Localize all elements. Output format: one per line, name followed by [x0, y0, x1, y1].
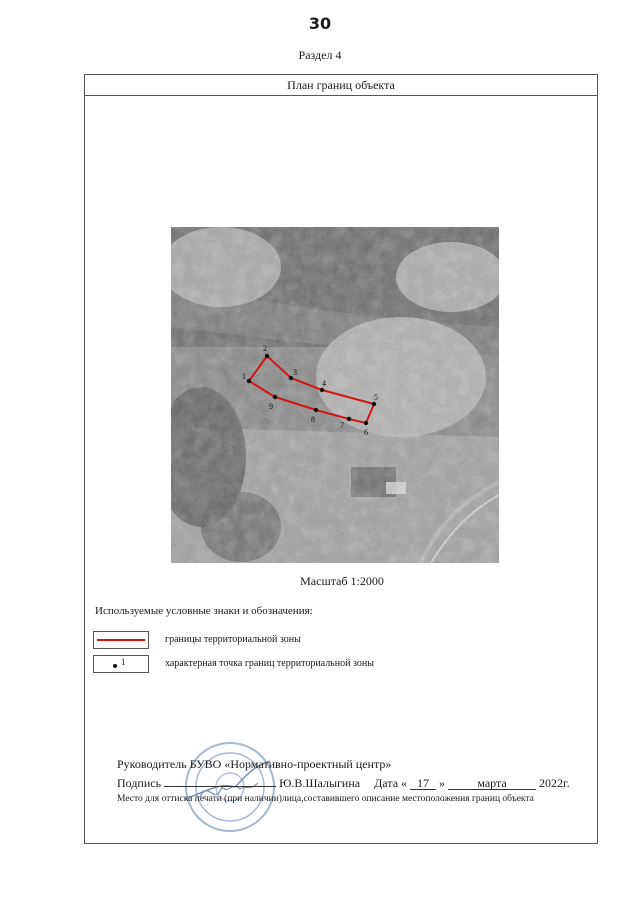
boundary-point-label: 9: [269, 402, 273, 411]
map-scale: Масштаб 1:2000: [300, 574, 384, 588]
legend-symbol-boundary: [93, 631, 149, 649]
boundary-point-label: 3: [293, 368, 297, 377]
legend-dot: [113, 664, 117, 668]
boundary-point-label: 1: [242, 372, 246, 381]
boundary-point: [372, 402, 376, 406]
boundary-point-label: 4: [322, 379, 326, 388]
boundary-point-label: 6: [364, 428, 368, 437]
signer-name: Ю.В.Шалыгина: [279, 776, 361, 790]
boundary-point: [347, 417, 351, 421]
boundary-point-label: 5: [374, 393, 378, 402]
date-month: марта: [448, 776, 536, 790]
boundary-point-label: 2: [263, 344, 267, 353]
signature-line: [117, 773, 570, 791]
boundary-point-label: 7: [340, 421, 344, 430]
boundary-point: [320, 388, 324, 392]
page-number: 30: [308, 14, 332, 33]
date-year: 2022г.: [539, 776, 570, 790]
legend-symbol-point: [93, 655, 149, 673]
legend-heading: Используемые условные знаки и обозначения:: [95, 605, 313, 617]
grain: [171, 227, 499, 563]
legend-line: [97, 639, 145, 641]
date-quote-close: »: [439, 776, 446, 790]
legend-text-point: характерная точка границ территориальной зоны: [165, 658, 374, 669]
frame-title: План границ объекта: [85, 75, 597, 96]
legend-point-label: 1: [121, 657, 126, 667]
date-day: 17: [410, 776, 436, 790]
signature-head-line: Руководитель БУВО «Нормативно-проектный центр»: [117, 757, 392, 771]
boundary-point: [314, 408, 318, 412]
boundary-point: [265, 354, 269, 358]
map-svg: [171, 227, 499, 563]
sign-label: Подпись: [117, 776, 162, 790]
boundary-point: [273, 395, 277, 399]
legend-text-boundary: границы территориальной зоны: [165, 634, 301, 645]
signature-blank: [164, 773, 276, 787]
boundary-point-label: 8: [311, 415, 315, 424]
document-frame: [84, 74, 598, 844]
boundary-point: [364, 421, 368, 425]
stamp-place-note: Место для оттиска печати (при наличии)лица,составившего описание местоположения границ объекта: [117, 794, 534, 804]
boundary-point: [247, 379, 251, 383]
section-label: Раздел 4: [298, 48, 342, 62]
date-label: Дата «: [374, 776, 408, 790]
aerial-map: [171, 227, 499, 563]
